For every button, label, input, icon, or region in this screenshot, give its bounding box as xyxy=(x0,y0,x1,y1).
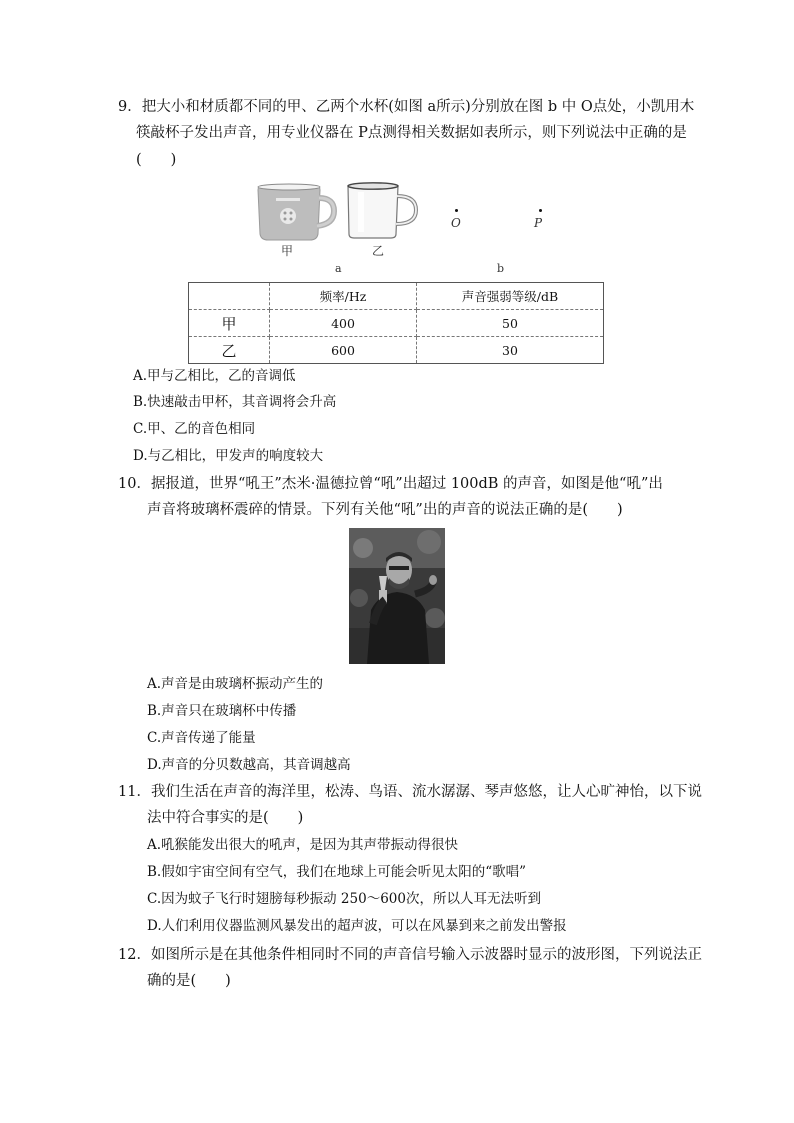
cup-jia-image xyxy=(258,184,334,240)
q9-option-d: D.与乙相比，甲发声的响度较大 xyxy=(133,448,324,464)
q11-option-c: C.因为蚊子飞行时翅膀每秒振动 250～600次，所以人耳无法听到 xyxy=(147,891,541,907)
sound-data-table xyxy=(188,282,604,364)
q10-option-b: B.声音只在玻璃杯中传播 xyxy=(147,703,297,719)
table-header-cell xyxy=(189,283,270,310)
q11-option-a: A.吼猴能发出很大的吼声，是因为其声带振动得很快 xyxy=(147,837,459,853)
cup-jia-label: 甲 xyxy=(281,244,294,258)
table-cell: 30 xyxy=(417,337,604,364)
table-row xyxy=(189,337,604,364)
q11-option-b: B.假如宇宙空间有空气，我们在地球上可能会听见太阳的“歌唱” xyxy=(147,864,527,880)
q11-option-d: D.人们利用仪器监测风暴发出的超声波，可以在风暴到来之前发出警报 xyxy=(147,918,567,934)
shouting-man-photo xyxy=(349,528,445,664)
q9-option-b: B.快速敲击甲杯，其音调将会升高 xyxy=(133,394,337,410)
figure-b-caption: b xyxy=(497,262,505,275)
q12-line1: 12．如图所示是在其他条件相同时不同的声音信号输入示波器时显示的波形图，下列说法正 xyxy=(118,947,702,963)
table-cell: 400 xyxy=(270,310,417,337)
q12-line2: 确的是( ) xyxy=(147,973,231,989)
q10-option-a: A.声音是由玻璃杯振动产生的 xyxy=(147,676,324,692)
q9-line3: ( ) xyxy=(136,152,177,168)
q10-line2: 声音将玻璃杯震碎的情景。下列有关他“吼”出的声音的说法正确的是( ) xyxy=(147,502,623,518)
q9-line2: 筷敲杯子发出声音，用专业仪器在 P点测得相关数据如表所示，则下列说法中正确的是 xyxy=(136,125,687,141)
q10-option-c: C.声音传递了能量 xyxy=(147,730,256,746)
figure-a-caption: a xyxy=(335,262,342,275)
table-header-cell: 频率/Hz xyxy=(270,283,417,310)
point-o-dot xyxy=(455,209,458,212)
table-header-cell: 声音强弱等级/dB xyxy=(417,283,604,310)
cups-figure xyxy=(250,178,430,258)
q9-option-a: A.甲与乙相比，乙的音调低 xyxy=(133,368,296,384)
point-p-dot xyxy=(539,209,542,212)
table-cell: 50 xyxy=(417,310,604,337)
q10-line1: 10．据报道，世界“吼王”杰米·温德拉曾“吼”出超过 100dB 的声音，如图是他“吼”出 xyxy=(118,476,663,492)
cup-yi-label: 乙 xyxy=(372,244,385,258)
table-header-row xyxy=(189,283,604,310)
point-o-label: O xyxy=(451,216,461,230)
q9-option-c: C.甲、乙的音色相同 xyxy=(133,421,256,437)
q11-line2: 法中符合事实的是( ) xyxy=(147,810,304,826)
point-p-label: P xyxy=(534,216,543,230)
cup-yi-image xyxy=(348,183,416,238)
table-cell: 甲 xyxy=(189,310,270,337)
q9-line1: 9．把大小和材质都不同的甲、乙两个水杯(如图 a所示)分别放在图 b 中 O点处，小凯用木 xyxy=(118,99,695,115)
table-cell: 乙 xyxy=(189,337,270,364)
table-row xyxy=(189,310,604,337)
q10-option-d: D.声音的分贝数越高，其音调越高 xyxy=(147,757,351,773)
table-cell: 600 xyxy=(270,337,417,364)
q11-line1: 11．我们生活在声音的海洋里，松涛、鸟语、流水潺潺、琴声悠悠，让人心旷神怡，以下说 xyxy=(118,784,702,800)
